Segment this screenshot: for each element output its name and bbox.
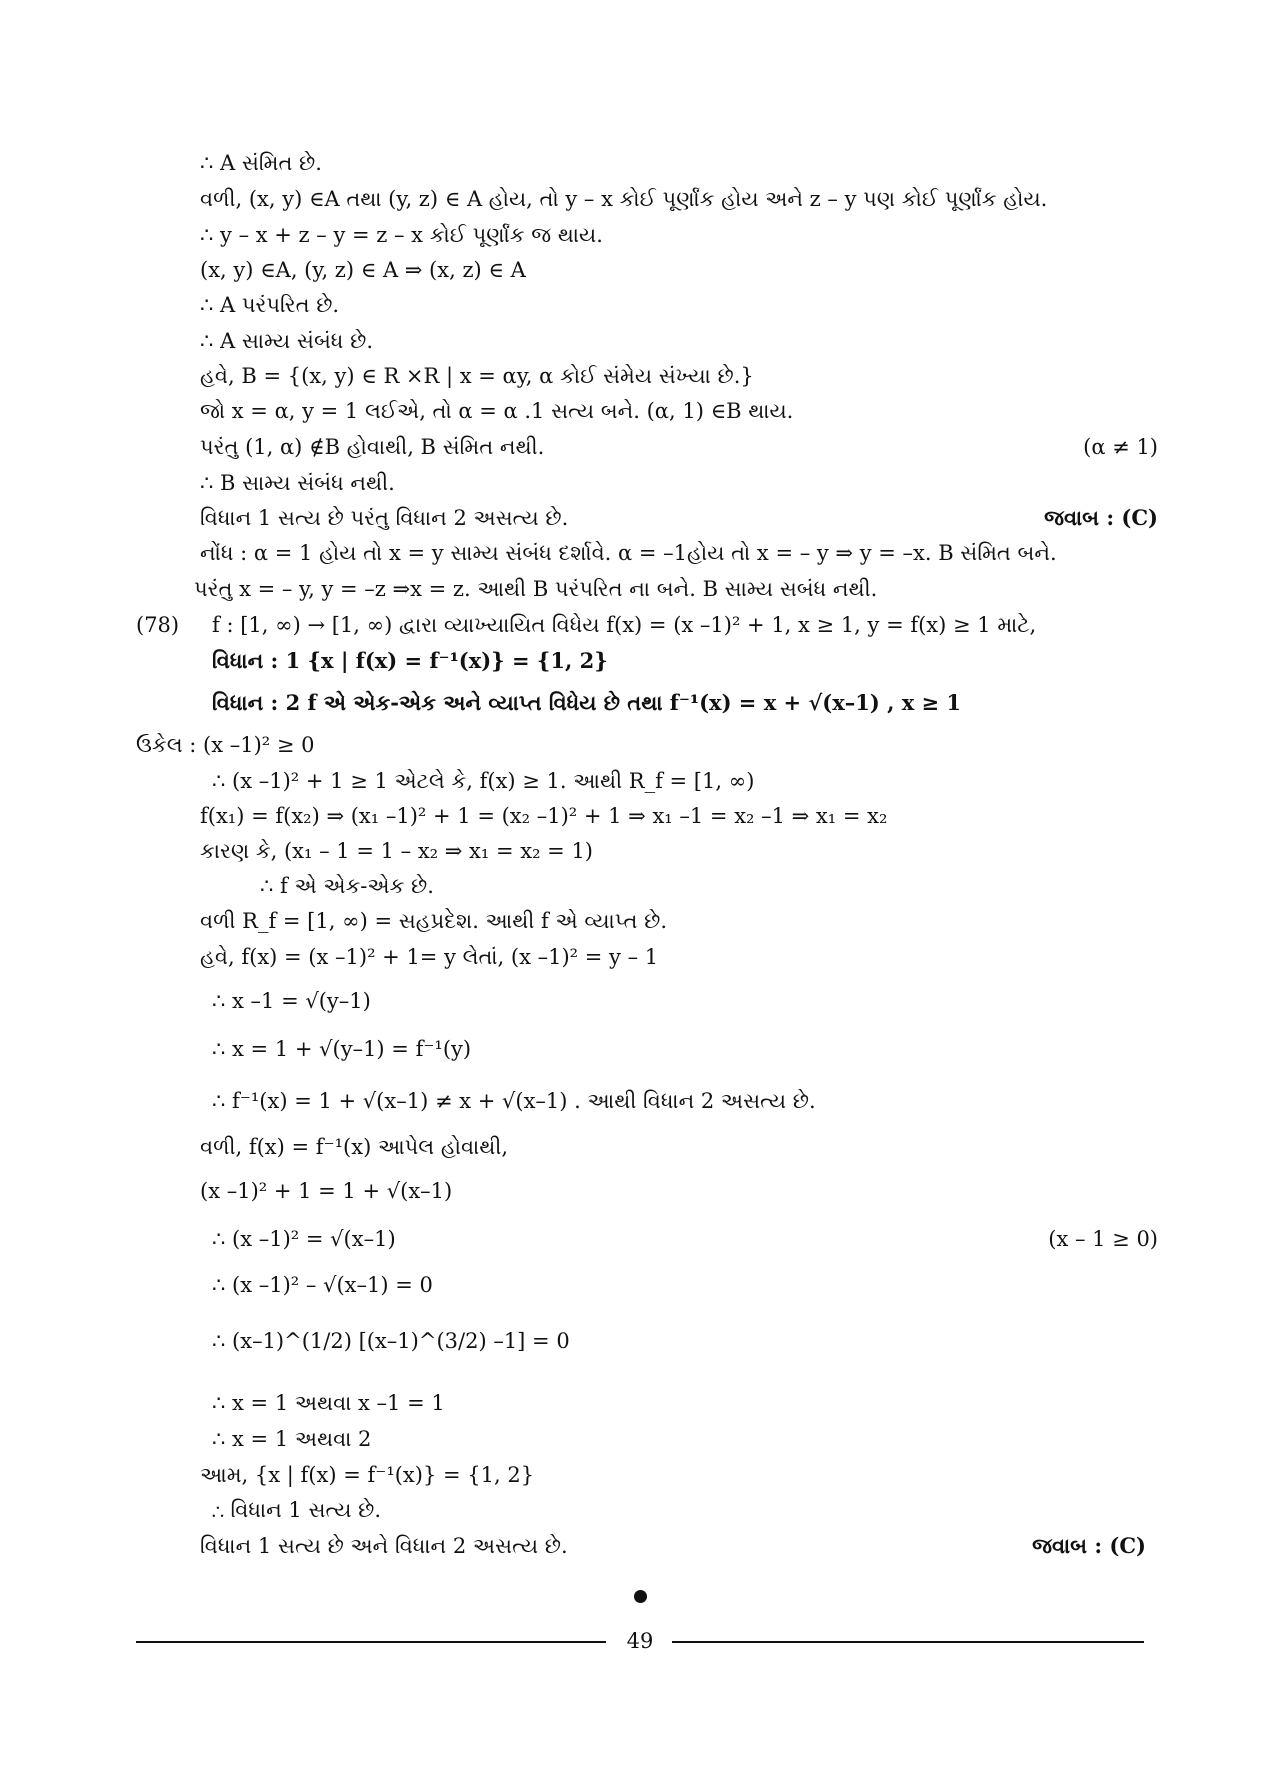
text-line: ∴ x = 1 અથવા 2 [212,1427,372,1451]
text-line: ∴ x = 1 અથવા x –1 = 1 [212,1391,445,1415]
footer-rule-right [672,1641,1144,1643]
text-line: ∴ y – x + z – y = z – x કોઈ પૂર્ણાંક જ થાય. [200,223,603,247]
end-bullet [634,1590,647,1603]
text-line: ∴ x –1 = √(y–1) [212,989,371,1013]
text-line: ∴ A પરંપરિત છે. [200,293,340,317]
text-line: ∴ A સંમિત છે. [200,151,322,175]
answer-label: જવાબ : (C) [1044,505,1158,530]
text-line: ∴ B સામ્ય સંબંધ નથી. [200,471,395,495]
text-line: કારણ કે, (x₁ – 1 = 1 – x₂ ⇒ x₁ = x₂ = 1) [200,839,593,863]
text-line: ∴ (x–1)^(1/2) [(x–1)^(3/2) –1] = 0 [212,1329,570,1353]
condition-note: (x – 1 ≥ 0) [1048,1227,1158,1251]
question-text: f : [1, ∞) → [1, ∞) દ્વારા વ્યાખ્યાયિત વિધેય f(x) = (x –1)² + 1, x ≥ 1, y = f(x) ≥ 1 માટે, [212,613,1037,637]
text-line: ∴ વિધાન 1 સત્ય છે. [212,1498,382,1522]
text-line: (x –1)² + 1 = 1 + √(x–1) [200,1179,453,1203]
text-line: પરંતુ (1, α) ∉B હોવાથી, B સંમિત નથી. [200,435,545,459]
text-line: (x, y) ∈A, (y, z) ∈ A ⇒ (x, z) ∈ A [200,258,526,282]
question-number: (78) [136,613,180,637]
statement-2: વિધાન : 2 f એ એક-એક અને વ્યાપ્ત વિધેય છે તથા f⁻¹(x) = x + √(x–1) , x ≥ 1 [212,690,962,715]
solution-heading: ઉકેલ : (x –1)² ≥ 0 [136,733,315,757]
statement-1: વિધાન : 1 {x | f(x) = f⁻¹(x)} = {1, 2} [212,648,608,673]
text-line: હવે, B = {(x, y) ∈ R ×R | x = αy, α કોઈ સંમેય સંખ્યા છે.} [200,364,754,388]
text-line: હવે, f(x) = (x –1)² + 1= y લેતાં, (x –1)² = y – 1 [200,945,659,969]
text-line: વળી, f(x) = f⁻¹(x) આપેલ હોવાથી, [200,1135,509,1159]
text-line: વળી R_f = [1, ∞) = સહપ્રદેશ. આથી f એ વ્યાપ્ત છે. [200,909,668,933]
text-line: ∴ f⁻¹(x) = 1 + √(x–1) ≠ x + √(x–1) . આથી વિધાન 2 અસત્ય છે. [212,1089,816,1113]
text-line: આમ, {x | f(x) = f⁻¹(x)} = {1, 2} [200,1463,535,1487]
text-line: ∴ x = 1 + √(y–1) = f⁻¹(y) [212,1037,472,1061]
text-line: વિધાન 1 સત્ય છે અને વિધાન 2 અસત્ય છે. [200,1534,568,1558]
text-line: ∴ (x –1)² – √(x–1) = 0 [212,1273,433,1297]
text-line: ∴ (x –1)² + 1 ≥ 1 એટલે કે, f(x) ≥ 1. આથી R_f = [1, ∞) [212,769,755,793]
text-line: ∴ f એ એક-એક છે. [260,874,434,898]
text-line: ∴ A સામ્ય સંબંધ છે. [200,329,373,353]
text-line: ∴ (x –1)² = √(x–1) [212,1227,396,1251]
text-line: વળી, (x, y) ∈A તથા (y, z) ∈ A હોય, તો y – x કોઈ પૂર્ણાંક હોય અને z – y પણ કોઈ પૂર્ણાંક હોય. [200,187,1048,211]
answer-label: જવાબ : (C) [1032,1533,1146,1558]
alpha-note: (α ≠ 1) [1083,435,1158,459]
text-line: પરંતુ x = – y, y = –z ⇒x = z. આથી B પરંપરિત ના બને. B સામ્ય સબંધ નથી. [194,577,878,601]
note-line: નોંધ : α = 1 હોય તો x = y સામ્ય સંબંધ દર્શાવે. α = –1હોય તો x = – y ⇒ y = –x. B સંમિત બને. [200,541,1057,565]
text-line: f(x₁) = f(x₂) ⇒ (x₁ –1)² + 1 = (x₂ –1)² + 1 ⇒ x₁ –1 = x₂ –1 ⇒ x₁ = x₂ [200,804,888,828]
text-line: વિધાન 1 સત્ય છે પરંતુ વિધાન 2 અસત્ય છે. [200,506,569,530]
footer-rule-left [136,1641,606,1643]
page-number: 49 [626,1629,654,1653]
text-line: જો x = α, y = 1 લઈએ, તો α = α .1 સત્ય બને. (α, 1) ∈B થાય. [200,399,794,423]
